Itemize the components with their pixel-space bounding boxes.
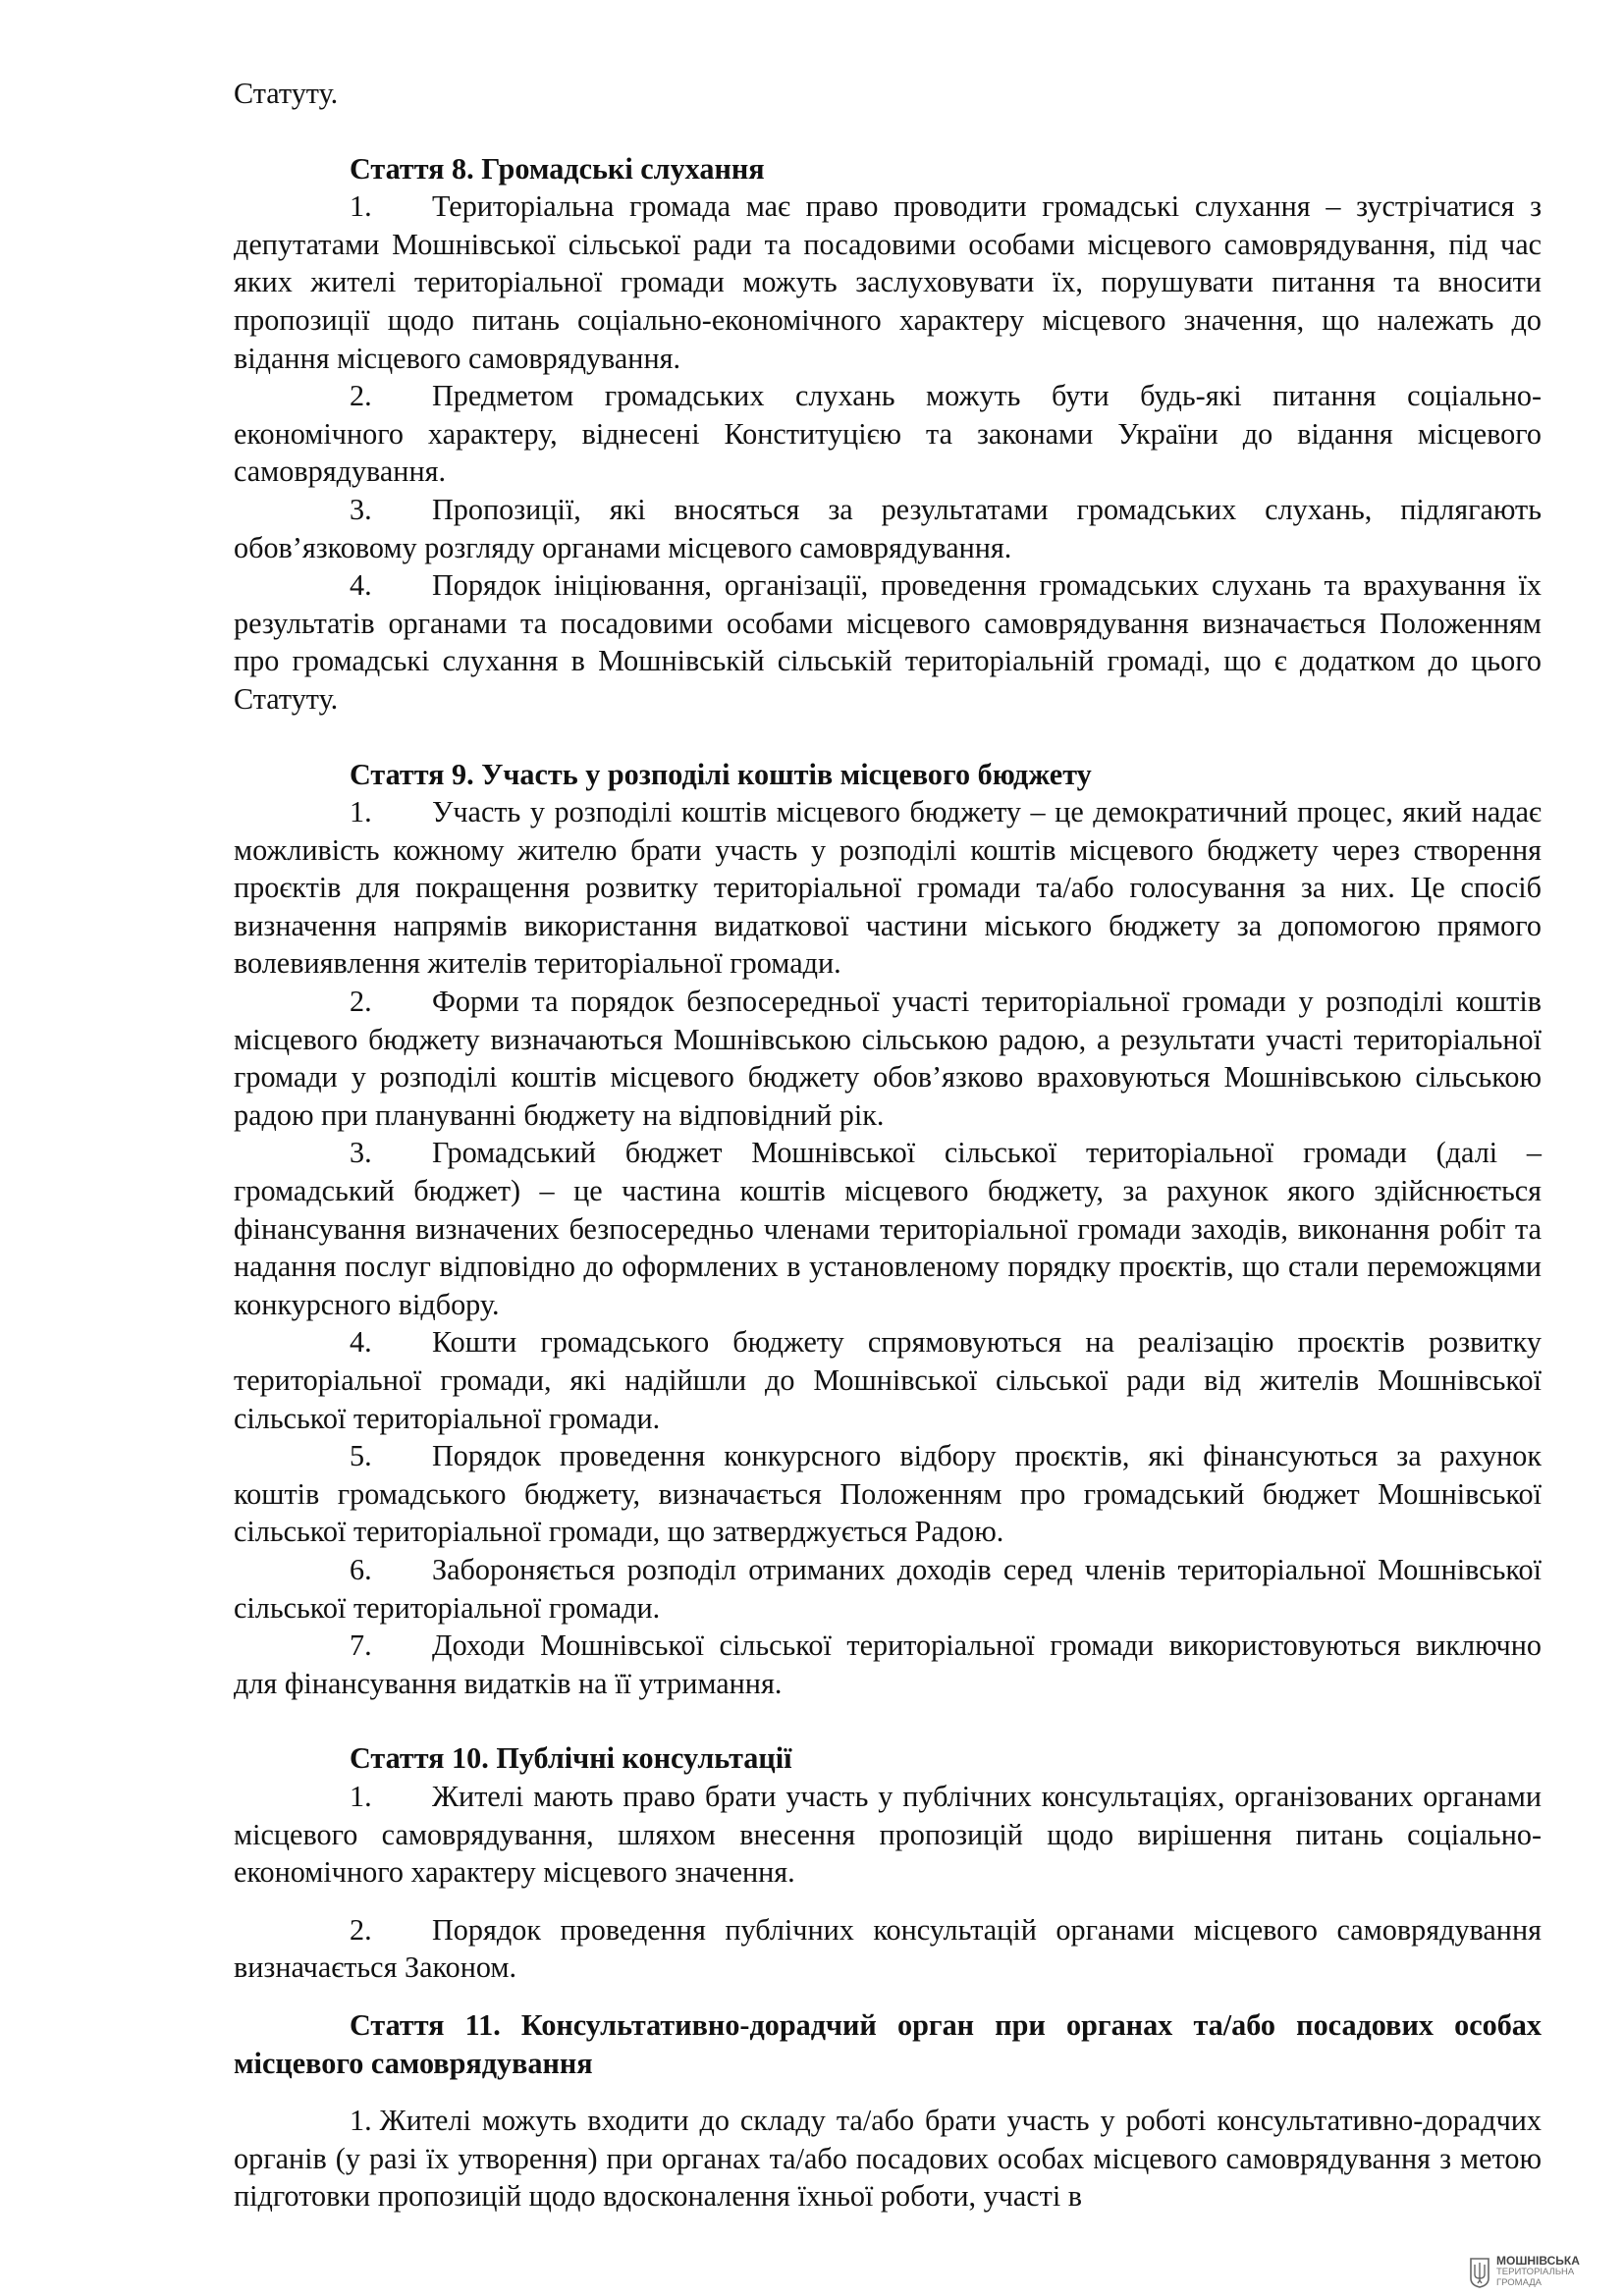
paragraph (234, 2102, 1542, 2216)
paragraph-number: 3. (350, 1136, 372, 1170)
article-title: Стаття 9. Участь у розподілі коштів місцевого бюджету (350, 757, 1092, 791)
article-title: Стаття 10. Публічні консультації (350, 1741, 792, 1776)
paragraph-number: 1. (350, 1779, 372, 1813)
paragraph (234, 1911, 1542, 1987)
lead-text: Статуту. (234, 77, 339, 110)
logo-line-2: ТЕРИТОРІАЛЬНА (1496, 2267, 1575, 2277)
paragraph-text: Громадський бюджет Мошнівської сільської територіальної громади (далі – громадський бюджет) – це частина коштів місцевого бюджету, за рахунок якого здійснюється фінансування визначених безпосередньо членами територіальної громади заходів, виконання робіт та надання послуг відповідно до оформлених в установленому порядку проєктів, що стали переможцями конкурсного відбору. (234, 1136, 1542, 1321)
paragraph-text: Жителі можуть входити до складу та/або брати участь у роботі консультативно-дорадчих органів (у разі їх утворення) при органах та/або посадових особах місцевого самоврядування з метою підготовки пропозицій щодо вдосконалення їхньої роботи, участі в (234, 2104, 1542, 2214)
article-8 (234, 150, 1542, 719)
article-title: Стаття 11. Консультативно-дорадчий орган при органах та/або посадових особах місцевого самоврядування (234, 2007, 1542, 2080)
paragraph (234, 1627, 1542, 1702)
paragraph-number: 4. (350, 568, 372, 603)
paragraph (234, 983, 1542, 1134)
trident-icon (1469, 2257, 1490, 2288)
paragraph-text: Порядок проведення публічних консультацій органами місцевого самоврядування визначається Законом. (234, 1912, 1542, 1985)
paragraph (234, 1437, 1542, 1551)
paragraph (234, 793, 1542, 983)
paragraph-number: 7. (350, 1629, 372, 1663)
paragraph (234, 1778, 1542, 1892)
paragraph-number: 1. (350, 795, 372, 829)
article-title: Стаття 8. Громадські слухання (350, 151, 765, 186)
paragraph-text: Порядок проведення конкурсного відбору проєктів, які фінансуються за рахунок коштів громадського бюджету, визначається Положенням про громадський бюджет Мошнівської сільської територіальної громади, що затверджується Радою. (234, 1439, 1542, 1549)
paragraph-number: 2. (350, 379, 372, 413)
article-11 (234, 2006, 1542, 2216)
paragraph (234, 1134, 1542, 1323)
paragraph-number: 2. (350, 1912, 372, 1947)
logo-text (1496, 2256, 1580, 2288)
paragraph (234, 187, 1542, 377)
paragraph-text: Порядок ініціювання, організації, проведення громадських слухань та врахування їх результатів органами та посадовими особами місцевого самоврядування визначається Положенням про громадські слухання в Мошнівській сільській територіальній громаді, що є додатком до цього Статуту. (234, 568, 1542, 716)
paragraph-text: Кошти громадського бюджету спрямовуються на реалізацію проєктів розвитку територіальної громади, які надійшли до Мошнівської сільської ради від жителів Мошнівської сільської територіальної громади. (234, 1325, 1542, 1435)
community-logo (1469, 2256, 1580, 2288)
paragraph-number: 4. (350, 1325, 372, 1360)
paragraph-text: Жителі мають право брати участь у публічних консультаціях, організованих органами місцевого самоврядування, шляхом внесення пропозицій щодо вирішення питань соціально-економічного характеру місцевого значення. (234, 1779, 1542, 1890)
paragraph (234, 566, 1542, 718)
paragraph-number: 5. (350, 1439, 372, 1473)
paragraph (234, 377, 1542, 491)
paragraph-number: 1. (350, 2104, 372, 2138)
paragraph (234, 491, 1542, 566)
paragraph-text: Форми та порядок безпосередньої участі територіальної громади у розподілі коштів місцевого бюджету визначаються Мошнівською сільською радою, а результати участі територіальної громади у розподілі коштів місцевого бюджету обов’язково враховуються Мошнівською сільською радою при плануванні бюджету на відповідний рік. (234, 985, 1542, 1132)
paragraph-text: Предметом громадських слухань можуть бути будь-які питання соціально-економічного характеру, віднесені Конституцією та законами України до відання місцевого самоврядування. (234, 379, 1542, 489)
article-9 (234, 756, 1542, 1703)
spacer (234, 1892, 1542, 1911)
paragraph-number: 2. (350, 985, 372, 1019)
paragraph (234, 1551, 1542, 1627)
paragraph-text: Пропозиції, які вносяться за результатами громадських слухань, підлягають обов’язковому розгляду органами місцевого самоврядування. (234, 492, 1542, 564)
paragraph-text: Забороняється розподіл отриманих доходів серед членів територіальної Мошнівської сільської територіальної громади. (234, 1552, 1542, 1625)
paragraph-number: 3. (350, 492, 372, 526)
paragraph-number: 6. (350, 1552, 372, 1586)
paragraph-text: Участь у розподілі коштів місцевого бюджету – це демократичний процес, який надає можливість кожному жителю брати участь у розподілі коштів місцевого бюджету через створення проєктів для покращення розвитку територіальної громади та/або голосування за них. Це спосіб визначення напрямів використання видаткової частини міського бюджету за допомогою прямого волевиявлення жителів територіальної громади. (234, 795, 1542, 981)
paragraph-text: Доходи Мошнівської сільської територіальної громади використовуються виключно для фінансування видатків на її утримання. (234, 1629, 1542, 1700)
article-10 (234, 1739, 1542, 1987)
paragraph-text: Територіальна громада має право проводити громадські слухання – зустрічатися з депутатами Мошнівської сільської ради та посадовими особами місцевого самоврядування, під час яких жителі територіальної громади можуть заслуховувати їх, порушувати питання та вносити пропозиції щодо питань соціально-економічного характеру місцевого значення, що належать до відання місцевого самоврядування. (234, 189, 1542, 375)
paragraph (234, 1323, 1542, 1437)
logo-line-1: МОШНІВСЬКА (1496, 2254, 1580, 2268)
document-page (234, 75, 1542, 2216)
spacer (234, 2082, 1542, 2102)
paragraph-number: 1. (350, 189, 372, 224)
logo-line-3: ГРОМАДА (1496, 2277, 1542, 2288)
